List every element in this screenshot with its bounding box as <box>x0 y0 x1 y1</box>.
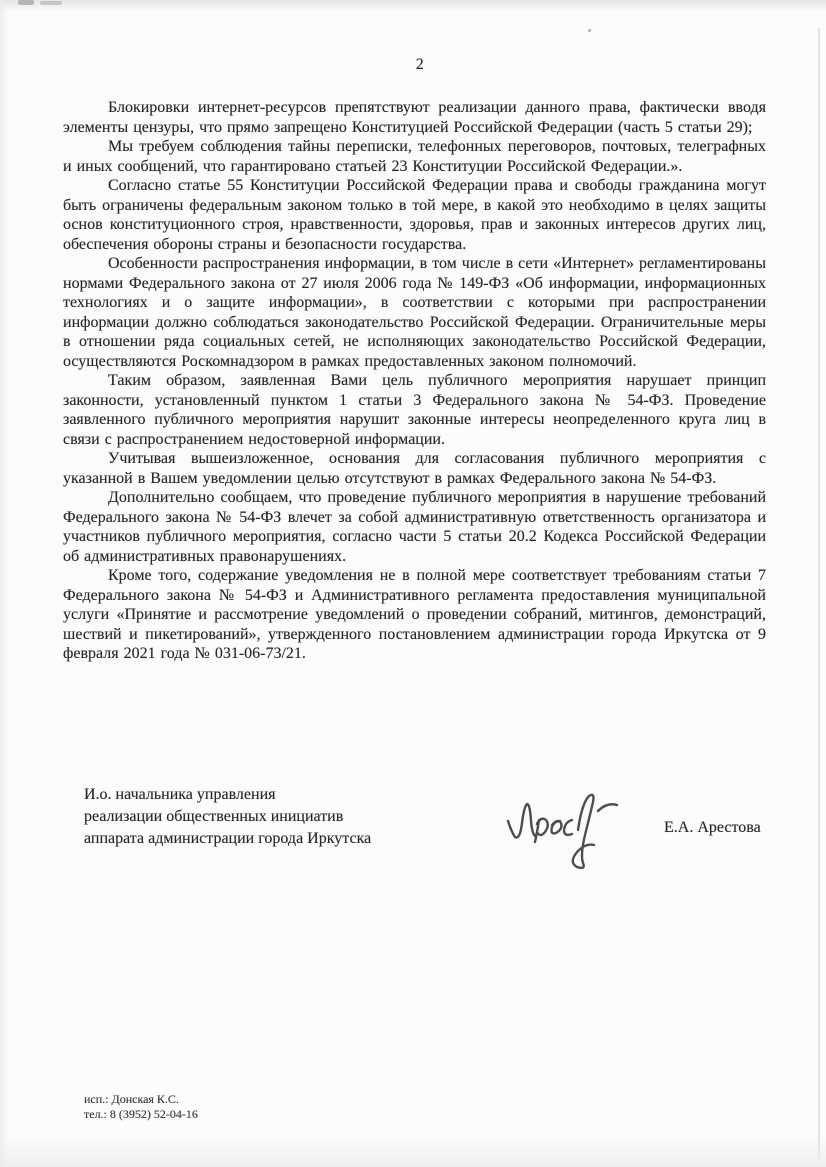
scan-artifact-speck <box>588 29 591 32</box>
scan-edge-top <box>0 0 826 11</box>
signer-name: Е.А. Арестова <box>664 819 761 836</box>
signoff-position-line: И.о. начальника управления <box>84 786 276 803</box>
executor-line: исп.: Донская К.С. <box>84 1092 179 1106</box>
scan-artifact-mark <box>18 0 34 5</box>
handwritten-signature-icon <box>494 783 626 875</box>
body-paragraph: Особенности распространения информации, в том числе в сети «Интернет» регламентированы нормами Федерального закона от 27 июля 2006 года № 149-ФЗ «Об информации, информационных технологиях и о защите информации», в соответствии с которыми при распространении информации должно соблюдаться законодательство Российской Федерации. Ограничительные меры в отношении ряда социальных сетей, не исполняющих законодательство Российской Федерации, осуществляются Роскомнадзором в рамках предоставленных законом полномочий. <box>63 255 766 370</box>
body-paragraph: Кроме того, содержание уведомления не в полной мере соответствует требованиям статьи 7 Федерального закона № 54-ФЗ и Административного регламента предоставления муниципальной услуги «Принятие и рассмотрение уведомлений о проведении собраний, митингов, демонстраций, шествий и пикетирований», утвержденного постановлением администрации города Иркутска от 9 февраля 2021 года № 031-06-73/21. <box>63 567 766 662</box>
body-paragraph: Учитывая вышеизложенное, основания для согласования публичного мероприятия с указанной в Вашем уведомлении целью отсутствуют в рамках Федерального закона № 54-ФЗ. <box>63 450 766 487</box>
signoff-position-line: аппарата администрации города Иркутска <box>84 830 372 847</box>
signoff-position-line: реализации общественных инициатив <box>84 808 344 825</box>
page-number: 2 <box>415 56 425 73</box>
body-paragraph: Мы требуем соблюдения тайны переписки, телефонных переговоров, почтовых, телеграфных и иных сообщений, что гарантировано статьей 23 Конституции Российской Федерации.». <box>63 138 766 175</box>
footer-block <box>84 1092 198 1121</box>
body-paragraph: Согласно статье 55 Конституции Российской Федерации права и свободы гражданина могут быть ограничены федеральным законом только в той мере, в какой это необходимо в целях защиты основ конституционного строя, нравственности, здоровья, прав и законных интересов других лиц, обеспечения обороны страны и безопасности государства. <box>63 177 766 253</box>
scan-artifact-mark <box>40 1 62 5</box>
scan-edge-right-line <box>818 28 820 1159</box>
document-body <box>63 98 766 664</box>
scan-shadow-bottom <box>0 1137 826 1167</box>
body-paragraph: Блокировки интернет-ресурсов препятствуют реализации данного права, фактически вводя элементы цензуры, что прямо запрещено Конституцией Российской Федерации (часть 5 статьи 29); <box>63 99 766 136</box>
scan-edge-left <box>0 0 8 1167</box>
signoff-block <box>84 784 371 850</box>
body-paragraph: Таким образом, заявленная Вами цель публичного мероприятия нарушает принцип законности, установленный пунктом 1 статьи 3 Федерального закона № 54-ФЗ. Проведение заявленного публичного мероприятия нарушит законные интересы неопределенного круга лиц в связи с распространением недостоверной информации. <box>63 372 766 448</box>
phone-line: тел.: 8 (3952) 52-04-16 <box>84 1106 198 1121</box>
body-paragraph: Дополнительно сообщаем, что проведение публичного мероприятия в нарушение требований Федерального закона № 54-ФЗ влечет за собой административную ответственность организатора и участников публичного мероприятия, согласно части 5 статьи 20.2 Кодекса Российской Федерации об административных правонарушениях. <box>63 489 766 565</box>
